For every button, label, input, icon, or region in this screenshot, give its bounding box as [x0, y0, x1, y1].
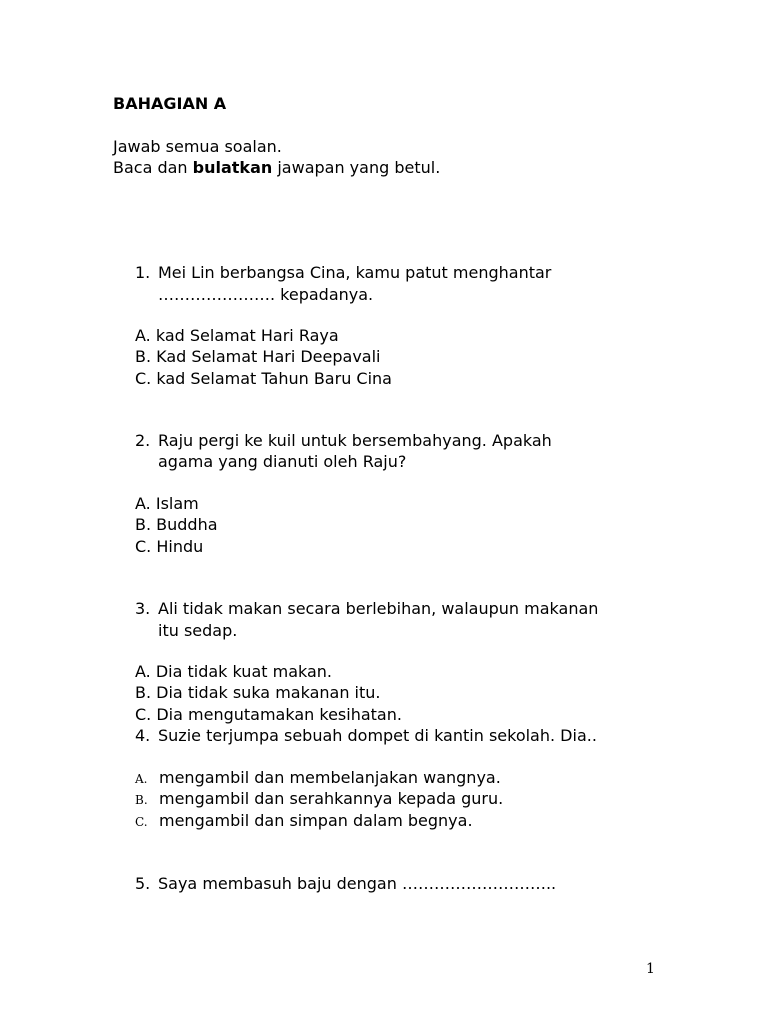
option-letter: A. [135, 494, 151, 513]
question-text-line: agama yang dianuti oleh Raju? [158, 452, 407, 471]
option-b[interactable] [135, 515, 218, 535]
instruction-bold-word: bulatkan [192, 158, 273, 177]
option-c[interactable] [135, 705, 402, 725]
question-number: 2. [135, 431, 151, 450]
option-letter: C. [135, 537, 152, 556]
option-a[interactable] [135, 494, 199, 514]
option-letter: C. [135, 815, 148, 829]
option-text: Dia mengutamakan kesihatan. [156, 705, 402, 724]
option-letter: C. [135, 369, 152, 388]
option-letter: A. [135, 326, 151, 345]
question-text-line: …………………. kepadanya. [158, 285, 374, 304]
option-letter: B. [135, 793, 148, 807]
question-text-line: Mei Lin berbangsa Cina, kamu patut menghantar [158, 263, 552, 282]
option-text: Islam [155, 494, 199, 513]
question-text-line: itu sedap. [158, 621, 238, 640]
question-text-line: Raju pergi ke kuil untuk bersembahyang. Apakah [158, 431, 552, 450]
option-b[interactable] [135, 347, 381, 367]
question-text-line: Ali tidak makan secara berlebihan, walaupun makanan [158, 599, 599, 618]
option-a[interactable] [135, 768, 501, 789]
option-text: mengambil dan serahkannya kepada guru. [159, 789, 504, 808]
instruction-line-2-post: jawapan yang betul. [272, 158, 441, 177]
question-number: 5. [135, 874, 151, 893]
instruction-line-2-pre: Baca dan [113, 158, 193, 177]
option-letter: B. [135, 683, 152, 702]
option-letter: A. [135, 662, 151, 681]
question-number: 4. [135, 726, 151, 745]
option-b[interactable] [135, 789, 504, 810]
option-letter: B. [135, 347, 152, 366]
option-text: mengambil dan simpan dalam begnya. [159, 811, 473, 830]
option-c[interactable] [135, 537, 203, 557]
option-text: Dia tidak suka makanan itu. [156, 683, 381, 702]
section-heading: BAHAGIAN A [113, 94, 227, 113]
question-number: 1. [135, 263, 151, 282]
option-text: Dia tidak kuat makan. [155, 662, 333, 681]
option-letter: A. [135, 772, 148, 786]
option-text: Kad Selamat Hari Deepavali [156, 347, 381, 366]
option-c[interactable] [135, 811, 473, 832]
instruction-line-2 [113, 158, 440, 178]
page-number: 1 [646, 961, 655, 977]
question-text-line: Saya membasuh baju dengan ……………………….. [158, 874, 557, 893]
option-a[interactable] [135, 662, 332, 682]
option-text: Hindu [156, 537, 204, 556]
option-text: kad Selamat Hari Raya [155, 326, 339, 345]
option-letter: C. [135, 705, 152, 724]
option-text: mengambil dan membelanjakan wangnya. [159, 768, 501, 787]
option-letter: B. [135, 515, 152, 534]
question-number: 3. [135, 599, 151, 618]
option-text: Buddha [156, 515, 218, 534]
question-text-line: Suzie terjumpa sebuah dompet di kantin sekolah. Dia.. [158, 726, 597, 745]
instruction-line-1: Jawab semua soalan. [113, 137, 282, 156]
option-c[interactable] [135, 369, 392, 389]
option-b[interactable] [135, 683, 381, 703]
option-text: kad Selamat Tahun Baru Cina [156, 369, 392, 388]
option-a[interactable] [135, 326, 339, 346]
